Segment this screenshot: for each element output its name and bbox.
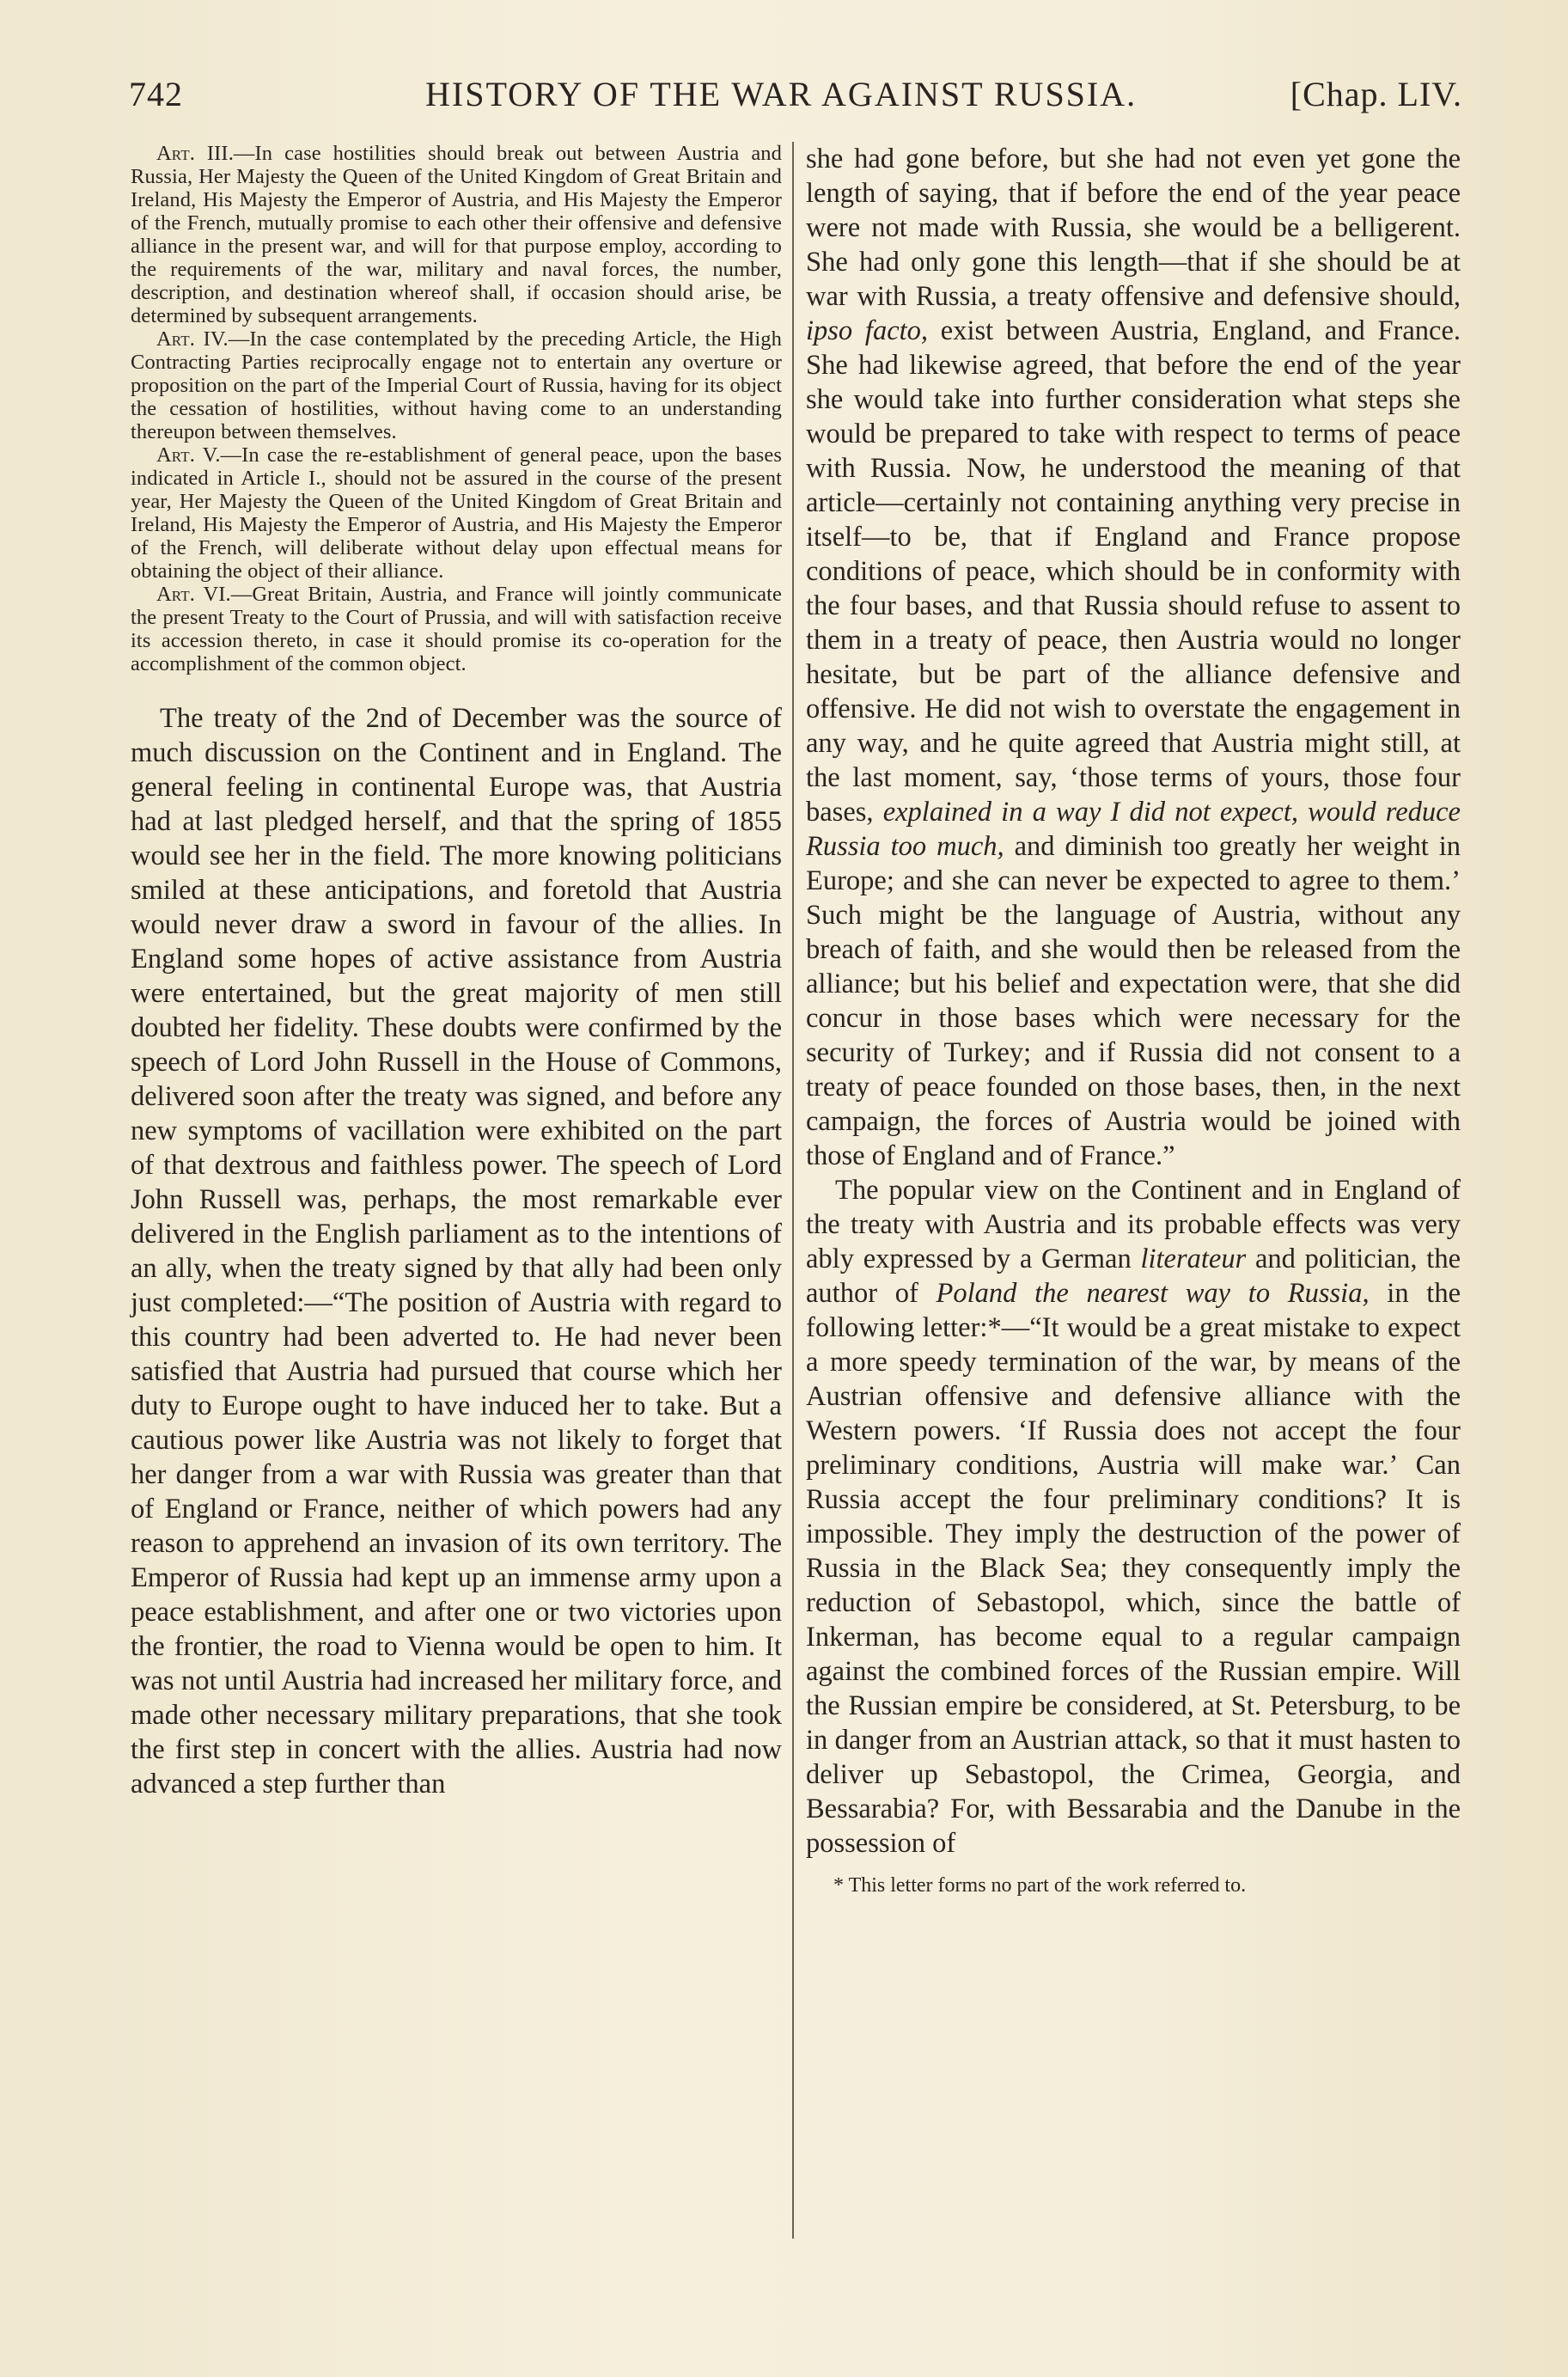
- article-text: —In case the re-establishment of general peace, upon the bases indicated in Article I., should not be assured in the course of the present year, Her Majesty the Queen of the United Kingdom of Great Britain and Ireland, His Majesty the Emperor of Austria, and His Majesty the Emperor of the French, will deliberate without delay upon effectual means for obtaining the object of their alliance.: [131, 443, 782, 583]
- treaty-article-5: [131, 443, 782, 583]
- chapter-label: [Chap. LIV.: [1290, 75, 1462, 113]
- text-run: she had gone before, but she had not even yet gone the length of saying, that if before the end of the year peace were not made with Russia, she would be a belligerent. She had only gone this length—that if she should be at war with Russia, a treaty offensive and defensive should,: [806, 144, 1461, 312]
- text-run: and diminish too greatly her weight in Europe; and she can never be expected to agree to them.’ Such might be the language of Austria, without any breach of faith, and she would then be released from the alliance; but his belief and expectation were, that she did concur in those bases which were necessary for the security of Turkey; and if Russia did not consent to a treaty of peace founded on those bases, then, in the next campaign, the forces of Austria would be joined with those of England and of France.”: [806, 831, 1461, 1171]
- text-run: and politician, the author of: [806, 1243, 1461, 1309]
- running-title: HISTORY OF THE WAR AGAINST RUSSIA.: [425, 75, 1138, 113]
- right-column: [806, 142, 1461, 1919]
- text-run: in the following letter:*—“It would be a great mistake to expect a more speedy termination of the war, by means of the Austrian offensive and defensive alliance with the Western powers. ‘If Russia does not accept the four preliminary conditions, Austria will make war.’ Can Russia accept the four preliminary conditions? It is impossible. They imply the destruction of the power of Russia in the Black Sea; they consequently imply the reduction of Sebastopol, which, since the battle of Inkerman, has become equal to a regular campaign against the combined forces of the Russian empire. Will the Russian empire be considered, at St. Petersburg, to be in danger from an Austrian attack, so that it must hasten to deliver up Sebastopol, the Crimea, Georgia, and Bessarabia? For, with Bessarabia and the Danube in the possession of: [806, 1278, 1461, 1859]
- treaty-article-6: [131, 583, 782, 675]
- italic-phrase: literateur: [1140, 1243, 1247, 1274]
- treaty-article-4: [131, 327, 782, 443]
- article-text: —Great Britain, Austria, and France will jointly communicate the present Treaty to the Court of Prussia, and will with satisfaction receive its accession thereto, in case it should promise its co-operation for the accomplishment of the common object.: [131, 583, 783, 675]
- article-text: —In the case contemplated by the preceding Article, the High Contracting Parties reciprocally engage not to entertain any overture or proposition on the part of the Imperial Court of Russia, having for its object the cessation of hostilities, without having come to an understanding thereupon between themselves.: [131, 327, 783, 443]
- text-run: The popular view on the Continent and in England of the treaty with Austria and its probable effects was very ably expressed by a German: [806, 1175, 1461, 1274]
- page-number: 742: [129, 75, 183, 113]
- italic-phrase: Poland the nearest way to Russia,: [936, 1278, 1370, 1309]
- footnote: * This letter forms no part of the work referred to.: [833, 1874, 1247, 1897]
- text-run: exist between Austria, England, and France. She had likewise agreed, that before the end of the year she would take into further consideration what steps she would be prepared to take with respect to terms of peace with Russia. Now, he understood the meaning of that article—certainly not containing anything very precise in itself—to be, that if England and France propose conditions of peace, which should be in conformity with the four bases, and that Russia should refuse to assent to them in a treaty of peace, then Austria would no longer hesitate, but be part of the alliance defensive and offensive. He did not wish to overstate the engagement in any way, and he quite agreed that Austria might still, at the last moment, say, ‘those terms of yours, those four bases,: [806, 315, 1461, 828]
- article-heading: Art. III.: [156, 142, 234, 165]
- column-rule: [792, 142, 794, 2239]
- page-header: [129, 62, 1469, 122]
- italic-phrase: explained in a way I did not expect, would reduce Russia too much,: [806, 797, 1461, 862]
- article-text: —In case hostilities should break out between Austria and Russia, Her Majesty the Queen of the United Kingdom of Great Britain and Ireland, His Majesty the Emperor of Austria, and His Majesty the Emperor of the French, mutually promise to each other their offensive and defensive alliance in the present war, and will for that purpose employ, according to the requirements of the war, military and naval forces, the number, description, and destination whereof shall, if occasion should arise, be determined by subsequent arrangements.: [131, 142, 782, 327]
- article-heading: Art. VI.: [156, 583, 231, 606]
- body-paragraph: [806, 1173, 1461, 1861]
- article-heading: Art. IV.: [156, 327, 229, 351]
- treaty-article-3: [131, 142, 782, 327]
- body-paragraph-continued: [806, 142, 1461, 1173]
- article-heading: Art. V.: [156, 443, 221, 467]
- italic-phrase: ipso facto,: [806, 315, 929, 346]
- body-paragraph: The treaty of the 2nd of December was the source of much discussion on the Continent and in England. The general feeling in continental Europe was, that Austria had at last pledged herself, and that the spring of 1855 would see her in the field. The more knowing politicians smiled at these anticipations, and foretold that Austria would never draw a sword in favour of the allies. In England some hopes of active assistance from Austria were entertained, but the great majority of men still doubted her fidelity. These doubts were confirmed by the speech of Lord John Russell in the House of Commons, delivered soon after the treaty was signed, and before any new symptoms of vacillation were exhibited on the part of that dextrous and faithless power. The speech of Lord John Russell was, perhaps, the most remarkable ever delivered in the English parliament as to the intentions of an ally, when the treaty signed by that ally had been only just completed:—“The position of Austria with regard to this country had been adverted to. He had never been satisfied that Austria had pursued that course which her duty to Europe ought to have induced her to take. But a cautious power like Austria was not likely to forget that her danger from a war with Russia was greater than that of England or France, neither of which powers had any reason to apprehend an invasion of its own territory. The Emperor of Russia had kept up an immense army upon a peace establishment, and after one or two victories upon the frontier, the road to Vienna would be open to him. It was not until Austria had increased her military force, and made other necessary military preparations, that she took the first step in concert with the allies. Austria had now advanced a step further than: [131, 703, 782, 1800]
- left-column: [131, 142, 782, 1801]
